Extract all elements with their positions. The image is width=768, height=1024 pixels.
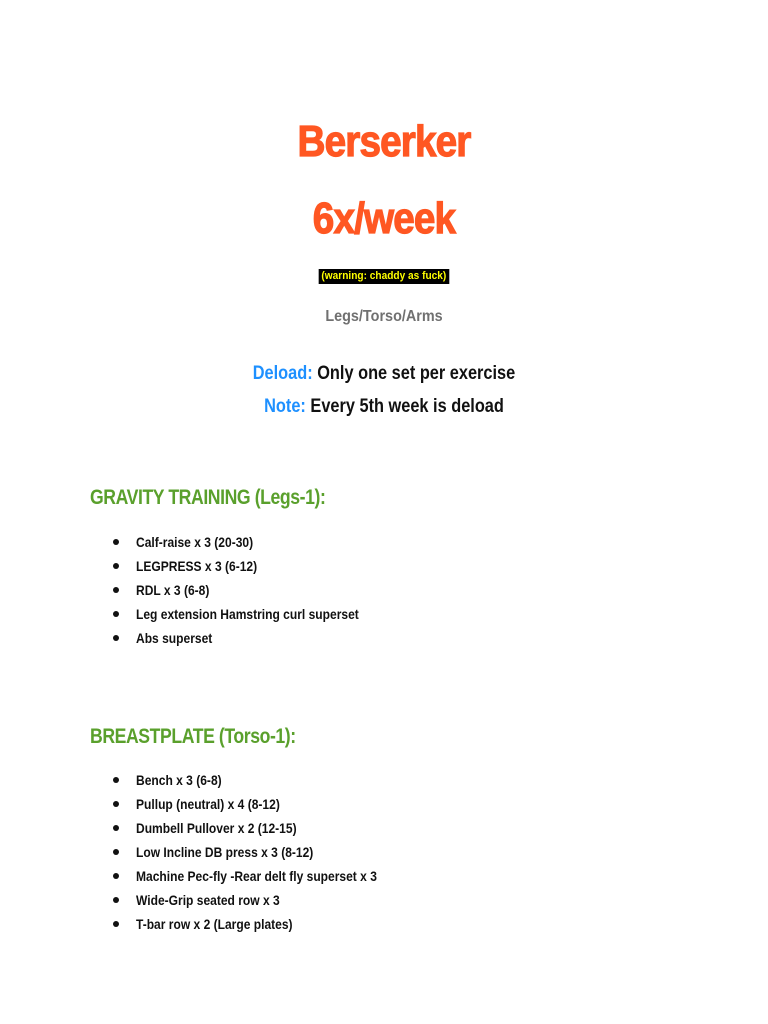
warning-banner: (warning: chaddy as fuck) [319, 269, 449, 284]
exercise-text: T-bar row x 2 (Large plates) [136, 916, 293, 932]
exercise-text: Dumbell Pullover x 2 (12-15) [136, 820, 297, 836]
bullet-icon [113, 587, 119, 593]
exercise-text: Low Incline DB press x 3 (8-12) [136, 844, 314, 860]
deload-text: Only one set per exercise [312, 363, 516, 384]
bullet-icon [113, 611, 119, 617]
exercise-text: Calf-raise x 3 (20-30) [136, 534, 254, 550]
bullet-icon [113, 897, 119, 903]
exercise-text: Leg extension Hamstring curl superset [136, 606, 359, 622]
split-subtitle: Legs/Torso/Arms [325, 308, 443, 325]
bullet-icon [113, 873, 119, 879]
section-heading-legs: GRAVITY TRAINING (Legs-1): [90, 486, 326, 509]
exercise-text: Bench x 3 (6-8) [136, 772, 222, 788]
bullet-icon [113, 563, 119, 569]
bullet-icon [113, 539, 119, 545]
exercise-text: Wide-Grip seated row x 3 [136, 892, 280, 908]
title-line-2: 6x/week [312, 194, 456, 243]
note-line [54, 396, 714, 418]
note-label: Note: [264, 396, 306, 417]
exercise-text: RDL x 3 (6-8) [136, 582, 210, 598]
exercise-text: Pullup (neutral) x 4 (8-12) [136, 796, 280, 812]
note-text: Every 5th week is deload [305, 396, 504, 417]
bullet-icon [113, 921, 119, 927]
exercise-text: Machine Pec-fly -Rear delt fly superset x 3 [136, 868, 377, 884]
section-heading-torso: BREASTPLATE (Torso-1): [90, 725, 296, 748]
bullet-icon [113, 801, 119, 807]
warning-wrap [0, 266, 768, 284]
bullet-icon [113, 849, 119, 855]
deload-line [54, 363, 714, 385]
bullet-icon [113, 635, 119, 641]
title-line-1: Berserker [297, 117, 471, 166]
deload-label: Deload: [252, 363, 313, 384]
exercise-text: LEGPRESS x 3 (6-12) [136, 558, 258, 574]
exercise-text: Abs superset [136, 630, 213, 646]
bullet-icon [113, 777, 119, 783]
bullet-icon [113, 825, 119, 831]
